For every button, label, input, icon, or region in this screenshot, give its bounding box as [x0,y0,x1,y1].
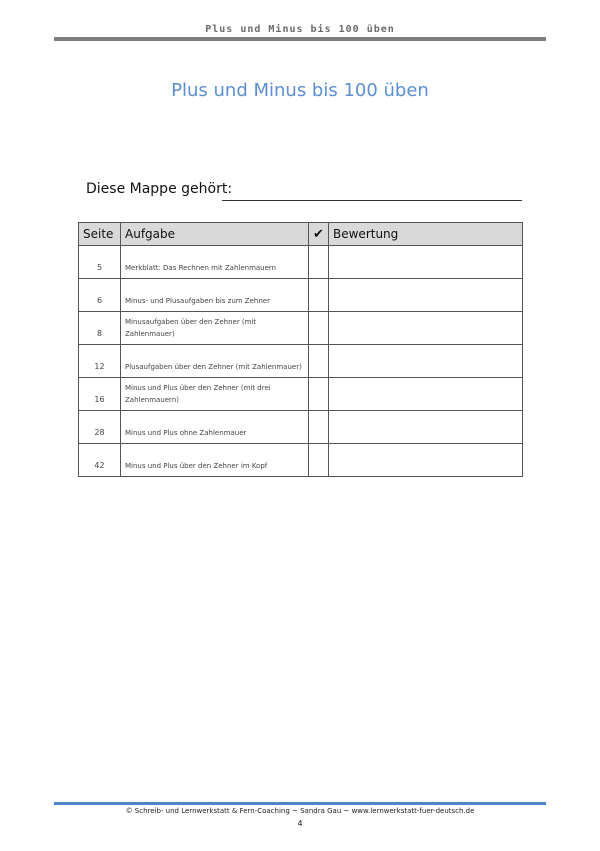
check-cell [309,279,329,312]
page-number-cell: 16 [79,378,121,411]
footer-rule [54,802,546,805]
column-header-rating: Bewertung [329,223,523,246]
column-header-task: Aufgabe [121,223,309,246]
owner-label: Diese Mappe gehört: [86,181,233,197]
check-cell [309,444,329,477]
page-number-cell: 42 [79,444,121,477]
rating-cell [329,444,523,477]
table-row [79,246,523,279]
running-header: Plus und Minus bis 100 üben [205,24,395,35]
rating-cell [329,378,523,411]
check-cell [309,411,329,444]
check-cell [309,312,329,345]
table-row [79,345,523,378]
page-number-cell: 6 [79,279,121,312]
owner-name-line [222,200,522,201]
rating-cell [329,411,523,444]
task-cell: Minus- und Plusaufgaben bis zum Zehner [121,279,309,312]
task-cell: Merkblatt: Das Rechnen mit Zahlenmauern [121,246,309,279]
page-number-cell: 8 [79,312,121,345]
table-row [79,279,523,312]
table-row [79,411,523,444]
task-cell: Minusaufgaben über den Zehner (mit Zahlenmauer) [121,312,309,345]
rating-cell [329,345,523,378]
footer-copyright: © Schreib- und Lernwerkstatt & Fern-Coaching ~ Sandra Gau ~ www.lernwerkstatt-fuer-deutsch.de [125,807,475,815]
page-number-cell: 28 [79,411,121,444]
task-cell: Minus und Plus über den Zehner im Kopf [121,444,309,477]
table-header-row [79,223,523,246]
task-table [78,222,523,477]
rating-cell [329,279,523,312]
table-row [79,444,523,477]
document-title: Plus und Minus bis 100 üben [171,80,429,101]
column-header-page: Seite [79,223,121,246]
task-cell: Plusaufgaben über den Zehner (mit Zahlenmauer) [121,345,309,378]
check-cell [309,246,329,279]
task-cell: Minus und Plus über den Zehner (mit drei Zahlenmauern) [121,378,309,411]
page-number-cell: 5 [79,246,121,279]
table-row [79,378,523,411]
header-rule [54,37,546,41]
checkmark-icon: ✔ [309,223,329,246]
check-cell [309,378,329,411]
page-number: 4 [297,819,303,828]
table-row [79,312,523,345]
task-cell: Minus und Plus ohne Zahlenmauer [121,411,309,444]
page-number-cell: 12 [79,345,121,378]
check-cell [309,345,329,378]
rating-cell [329,312,523,345]
rating-cell [329,246,523,279]
